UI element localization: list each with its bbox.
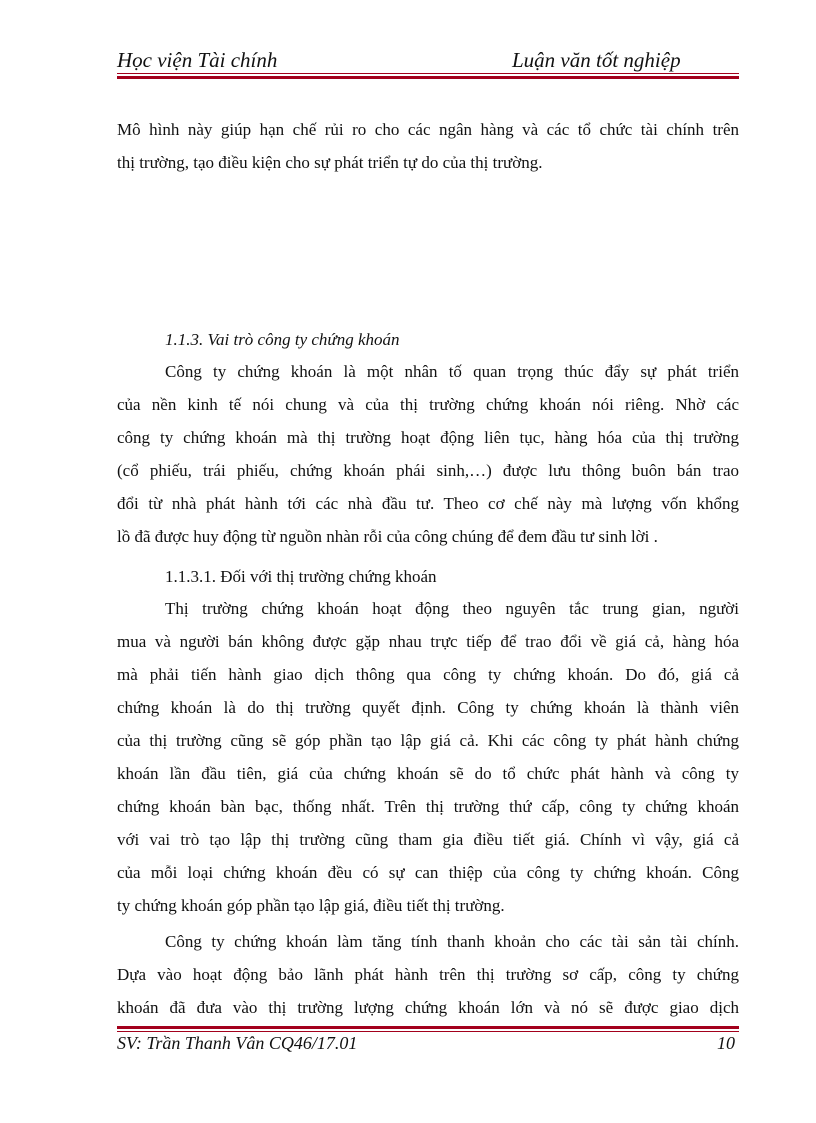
- paragraph-line: ty chứng khoán góp phần tạo lập giá, điều tiết thị trường.: [117, 896, 505, 915]
- paragraph-2: [117, 355, 739, 553]
- paragraph-line: của nền kinh tế nói chung và của thị trường chứng khoán nói riêng. Nhờ các: [117, 395, 739, 414]
- header-document-type: Luận văn tốt nghiệp: [512, 48, 681, 72]
- paragraph-line: Công ty chứng khoán làm tăng tính thanh khoản cho các tài sản tài chính.: [165, 932, 739, 951]
- section-heading: 1.1.3. Vai trò công ty chứng khoán: [165, 330, 400, 349]
- page-number: 10: [717, 1033, 735, 1053]
- paragraph-line: với vai trò tạo lập thị trường cũng tham gia điều tiết giá. Chính vì vậy, giá cả: [117, 830, 739, 849]
- paragraph-line: Công ty chứng khoán là một nhân tố quan trọng thúc đẩy sự phát triển: [165, 362, 739, 381]
- paragraph-1: [117, 113, 739, 179]
- paragraph-line: Dựa vào hoạt động bảo lãnh phát hành trên thị trường sơ cấp, công ty chứng: [117, 965, 739, 984]
- paragraph-line: công ty chứng khoán mà thị trường hoạt động liên tục, hàng hóa của thị trường: [117, 428, 739, 447]
- paragraph-line: khoán đã đưa vào thị trường lượng chứng khoán lớn và nó sẽ được giao dịch: [117, 998, 739, 1017]
- paragraph-line: Mô hình này giúp hạn chế rủi ro cho các ngân hàng và các tổ chức tài chính trên: [117, 120, 739, 139]
- paragraph-line: của mỗi loại chứng khoán đều có sự can thiệp của công ty chứng khoán. Công: [117, 863, 739, 882]
- paragraph-line: lồ đã được huy động từ nguồn nhàn rỗi của công chúng để đem đầu tư sinh lời .: [117, 527, 658, 546]
- footer-rule: [117, 1026, 739, 1032]
- footer-student: SV: Trần Thanh Vân CQ46/17.01: [117, 1033, 358, 1053]
- paragraph-line: chứng khoán là do thị trường quyết định. Công ty chứng khoán là thành viên: [117, 698, 739, 717]
- subsection-heading: 1.1.3.1. Đối với thị trường chứng khoán: [165, 567, 437, 586]
- paragraph-line: của thị trường cũng sẽ góp phần tạo lập giá cả. Khi các công ty phát hành chứng: [117, 731, 739, 750]
- paragraph-line: chứng khoán bàn bạc, thống nhất. Trên thị trường thứ cấp, công ty chứng khoán: [117, 797, 739, 816]
- paragraph-line: mua và người bán không được gặp nhau trực tiếp để trao đổi về giá cả, hàng hóa: [117, 632, 739, 651]
- paragraph-line: thị trường, tạo điều kiện cho sự phát triển tự do của thị trường.: [117, 153, 543, 172]
- page-header: [117, 46, 737, 76]
- paragraph-line: Thị trường chứng khoán hoạt động theo nguyên tắc trung gian, người: [165, 599, 739, 618]
- paragraph-3: [117, 592, 739, 922]
- header-institution: Học viện Tài chính: [117, 48, 278, 72]
- paragraph-line: đổi từ nhà phát hành tới các nhà đầu tư. Theo cơ chế này mà lượng vốn khổng: [117, 494, 739, 513]
- paragraph-4: [117, 925, 739, 1024]
- paragraph-line: (cổ phiếu, trái phiếu, chứng khoán phái sinh,…) được lưu thông buôn bán trao: [117, 461, 739, 480]
- paragraph-line: mà phải tiến hành giao dịch thông qua công ty chứng khoán. Do đó, giá cả: [117, 665, 739, 684]
- header-rule: [117, 73, 739, 79]
- paragraph-line: khoán lần đầu tiên, giá của chứng khoán sẽ do tổ chức phát hành và công ty: [117, 764, 739, 783]
